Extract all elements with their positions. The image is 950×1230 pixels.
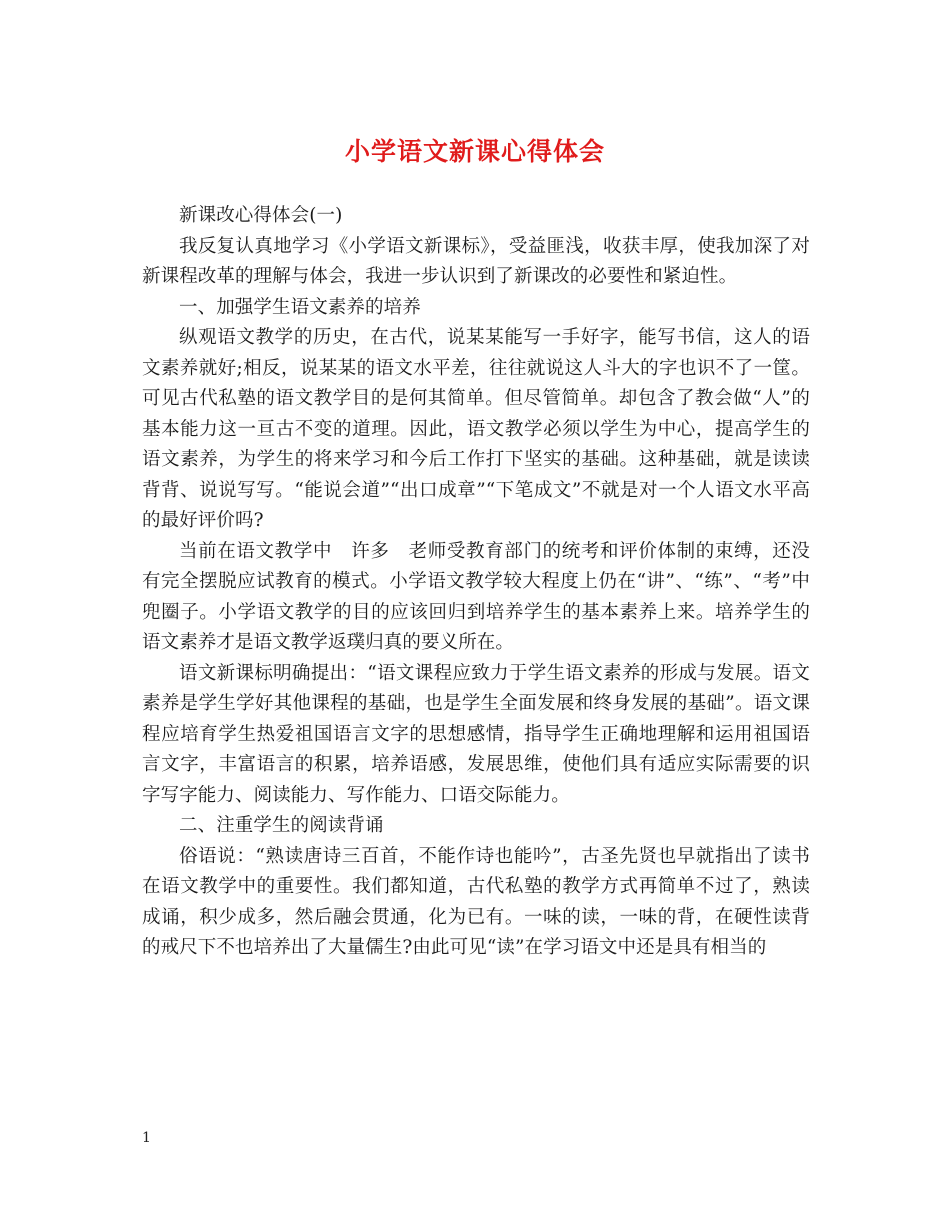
paragraph-history: 纵观语文教学的历史，在古代，说某某能写一手好字，能写书信，这人的语文素养就好;相反，说某某的语文水平差，往往就说这人斗大的字也识不了一筐。可见古代私塾的语文教学目的是何其简单。但尽管简单。却包含了教会做“人”的基本能力这一亘古不变的道理。因此，语文教学必须以学生为中心，提高学生的语文素养，为学生的将来学习和今后工作打下坚实的基础。这种基础，就是读读背背、说说写写。“能说会道”“出口成章”“下笔成文”不就是对一个人语文水平高的最好评价吗? xyxy=(142,327,810,531)
paragraph-subtitle: 新课改心得体会(一) xyxy=(179,205,343,226)
page-number: 1 xyxy=(142,1130,151,1146)
paragraph-current-teaching: 当前在语文教学中 许多 老师受教育部门的统考和评价体制的束缚，还没有完全摆脱应试教育的模式。小学语文教学较大程度上仍在“讲”、“练”、“考”中兜圈子。小学语文教学的目的应该回归到培养学生的基本素养上来。培养学生的语文素养才是语文教学返璞归真的要义所在。 xyxy=(142,540,810,653)
paragraph-intro: 我反复认真地学习《小学语文新课标》，受益匪浅，收获丰厚，使我加深了对新课程改革的理解与体会，我进一步认识到了新课改的必要性和紧迫性。 xyxy=(142,235,810,287)
section-heading-1: 一、加强学生语文素养的培养 xyxy=(179,296,421,318)
document-body xyxy=(142,201,810,964)
document-title: 小学语文新课心得体会 xyxy=(344,137,605,166)
section-heading-2: 二、注重学生的阅读背诵 xyxy=(179,815,384,836)
paragraph-curriculum-standard: 语文新课标明确提出：“语文课程应致力于学生语文素养的形成与发展。语文素养是学生学好其他课程的基础，也是学生全面发展和终身发展的基础”。语文课程应培育学生热爱祖国语言文字的思想感情，指导学生正确地理解和运用祖国语言文字，丰富语言的积累，培养语感，发展思维，使他们具有适应实际需要的识字写字能力、阅读能力、写作能力、口语交际能力。 xyxy=(142,662,810,806)
paragraph-reading: 俗语说：“熟读唐诗三百首，不能作诗也能吟”，古圣先贤也早就指出了读书在语文教学中的重要性。我们都知道，古代私塾的教学方式再简单不过了，熟读成诵，积少成多，然后融会贯通，化为已有。一味的读，一味的背，在硬性读背的戒尺下不也培养出了大量儒生?由此可见“读”在学习语文中还是具有相当的 xyxy=(142,845,810,958)
